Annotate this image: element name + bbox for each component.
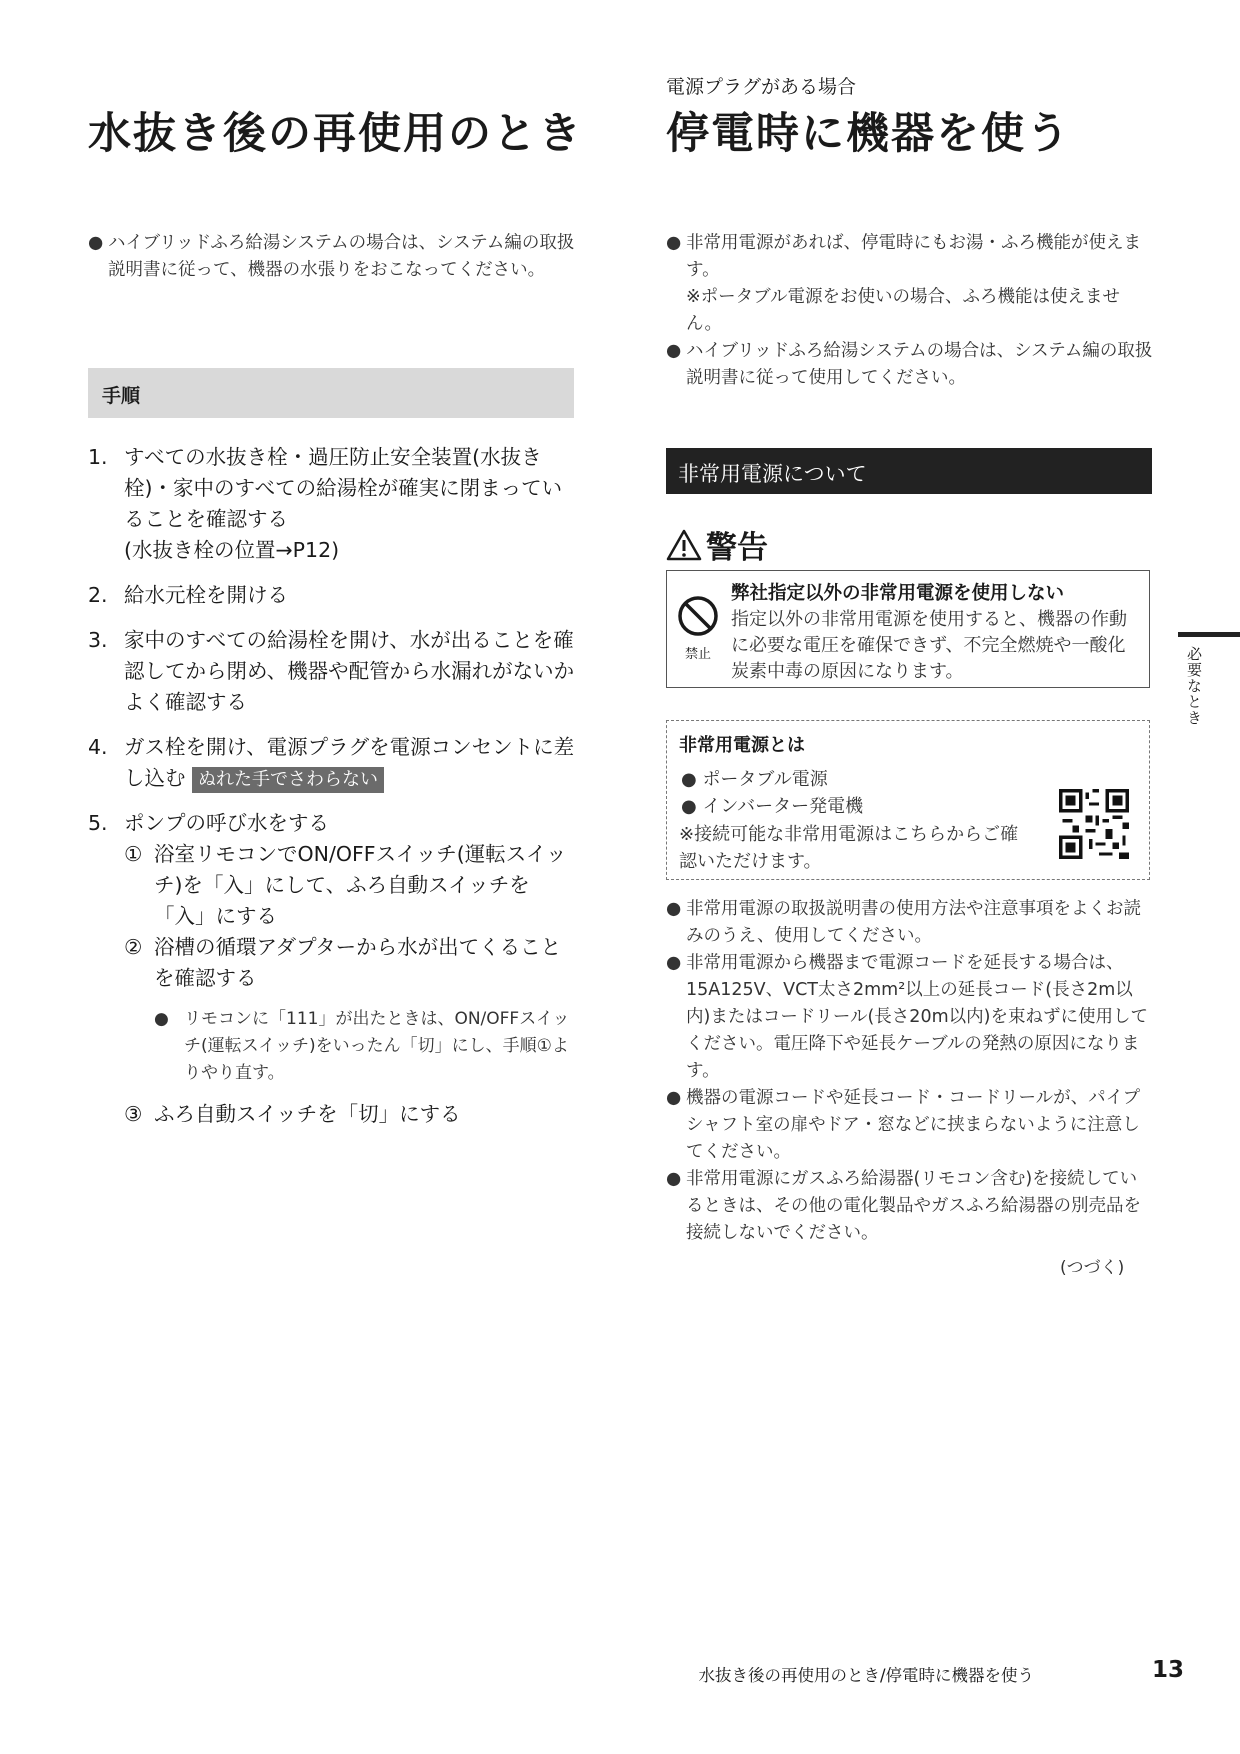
step-text: ポンプの呼び水をする — [124, 811, 329, 835]
substep-text: 浴室リモコンでON/OFFスイッチ(運転スイッチ)を「入」にして、ふろ自動スイッチを「入」にする — [154, 842, 567, 928]
note-text: 非常用電源の取扱説明書の使用方法や注意事項をよくお読みのうえ、使用してください。 — [686, 899, 1141, 946]
bullet-icon: ● — [666, 1088, 682, 1108]
step-2 — [88, 580, 578, 611]
procedure-steps — [88, 442, 578, 1144]
substep-1 — [124, 839, 578, 932]
page-title-left: 水抜き後の再使用のとき — [88, 109, 583, 159]
side-tab-label: 必要なとき — [1185, 646, 1203, 726]
info-item — [681, 792, 863, 818]
intro-text: ハイブリッドふろ給湯システムの場合は、システム編の取扱説明書に従って、機器の水張りをおこなってください。 — [108, 233, 575, 280]
side-tab-line — [1178, 632, 1240, 637]
warning-label: 警告 — [706, 530, 768, 566]
substep-note — [154, 1006, 578, 1087]
step-ref: (水抜き栓の位置→P12) — [124, 538, 340, 562]
warning-triangle-icon — [666, 528, 702, 562]
note-text: 非常用電源から機器まで電源コードを延長する場合は、15A125V、VCT太さ2mm²以上の延長コード(長さ2m以内)またはコードリール(長さ20m以内)を束ねずに使用してください。電圧降下や延長ケーブルの発熱の原因になります。 — [686, 953, 1148, 1081]
step-text: 給水元栓を開ける — [124, 583, 288, 607]
bullet-text: ハイブリッドふろ給湯システムの場合は、システム編の取扱説明書に従って使用してください。 — [686, 341, 1153, 388]
note-2 — [666, 950, 1154, 1085]
bullet-icon: ● — [681, 769, 703, 790]
info-item-text: ポータブル電源 — [702, 769, 828, 790]
step-number: 4. — [88, 735, 108, 759]
prohibited-icon — [677, 595, 719, 637]
substep-text: 浴槽の循環アダプターから水が出てくることを確認する — [154, 935, 562, 990]
section-subtitle: 電源プラグがある場合 — [666, 76, 857, 98]
bullet-icon: ● — [666, 233, 682, 253]
prohibited-symbol — [675, 595, 721, 662]
substep-mark: ② — [124, 935, 143, 959]
substep-3 — [124, 1099, 578, 1130]
warning-title: 弊社指定以外の非常用電源を使用しない — [731, 583, 1065, 604]
info-box — [666, 720, 1150, 880]
note-text: リモコンに「111」が出たときは、ON/OFFスイッチ(運転スイッチ)をいったん「切」にし、手順①よりやり直す。 — [184, 1009, 570, 1083]
intro-bullet — [88, 230, 576, 284]
substep-2 — [124, 932, 578, 994]
info-item-text: インバーター発電機 — [702, 796, 864, 817]
portable-note: ※ポータブル電源をお使いの場合、ふろ機能は使えません。 — [686, 287, 1120, 334]
power-bullet-1 — [666, 230, 1154, 338]
substep-text: ふろ自動スイッチを「切」にする — [154, 1102, 461, 1126]
warning-heading — [666, 522, 768, 567]
section-header — [666, 448, 1152, 494]
step-number: 2. — [88, 583, 108, 607]
note-4 — [666, 1166, 1154, 1247]
qr-code-icon[interactable] — [1059, 789, 1129, 859]
step-1 — [88, 442, 578, 566]
step-3 — [88, 625, 578, 718]
step-5 — [88, 808, 578, 1130]
note-1 — [666, 896, 1154, 950]
info-title: 非常用電源とは — [679, 735, 805, 756]
page-number: 13 — [1152, 1657, 1185, 1683]
step-text: 家中のすべての給湯栓を開け、水が出ることを確認してから閉め、機器や配管から水漏れがないかよく確認する — [124, 628, 575, 714]
info-item — [681, 765, 828, 791]
page-title-right: 停電時に機器を使う — [666, 109, 1071, 159]
bullet-icon: ● — [88, 233, 104, 253]
procedure-label: 手順 — [102, 385, 141, 407]
step-text: すべての水抜き栓・過圧防止安全装置(水抜き栓)・家中のすべての給湯栓が確実に閉まっていることを確認する — [124, 445, 563, 531]
bullet-icon: ● — [154, 1009, 169, 1029]
step-number: 3. — [88, 628, 108, 652]
step-text-main: ガス栓を開け、電源プラグを電源コンセントに差し込む — [124, 735, 575, 790]
note-text: 非常用電源にガスふろ給湯器(リモコン含む)を接続しているときは、その他の電化製品やガスふろ給湯器の別売品を接続しないでください。 — [686, 1169, 1141, 1243]
step-text — [124, 732, 578, 794]
bullet-icon: ● — [666, 341, 682, 361]
bullet-icon: ● — [681, 796, 703, 817]
step-number: 5. — [88, 811, 108, 835]
bullet-icon: ● — [666, 953, 682, 973]
warning-box — [666, 570, 1150, 688]
bullet-icon: ● — [666, 1169, 682, 1189]
caution-tag: ぬれた手でさわらない — [192, 767, 384, 793]
bullet-text: 非常用電源があれば、停電時にもお湯・ふろ機能が使えます。 — [686, 233, 1141, 280]
note-3 — [666, 1085, 1154, 1166]
info-note: ※接続可能な非常用電源はこちらからご確認いただけます。 — [679, 824, 1019, 872]
power-bullet-2 — [666, 338, 1154, 392]
bullet-icon: ● — [666, 899, 682, 919]
prohibited-label: 禁止 — [684, 647, 711, 662]
step-number: 1. — [88, 445, 108, 469]
substep-mark: ③ — [124, 1102, 143, 1126]
substep-mark: ① — [124, 842, 143, 866]
continued-label: (つづく) — [1060, 1258, 1125, 1278]
step-4 — [88, 732, 578, 794]
warning-body: 指定以外の非常用電源を使用すると、機器の作動に必要な電圧を確保できず、不完全燃焼や一酸化炭素中毒の原因になります。 — [731, 609, 1127, 682]
note-text: 機器の電源コードや延長コード・コードリールが、パイプシャフト室の扉やドア・窓などに挟まらないように注意してください。 — [686, 1088, 1141, 1162]
procedure-header — [88, 368, 574, 418]
section-label: 非常用電源について — [678, 462, 867, 486]
footer-text: 水抜き後の再使用のとき/停電時に機器を使う — [698, 1666, 1034, 1685]
